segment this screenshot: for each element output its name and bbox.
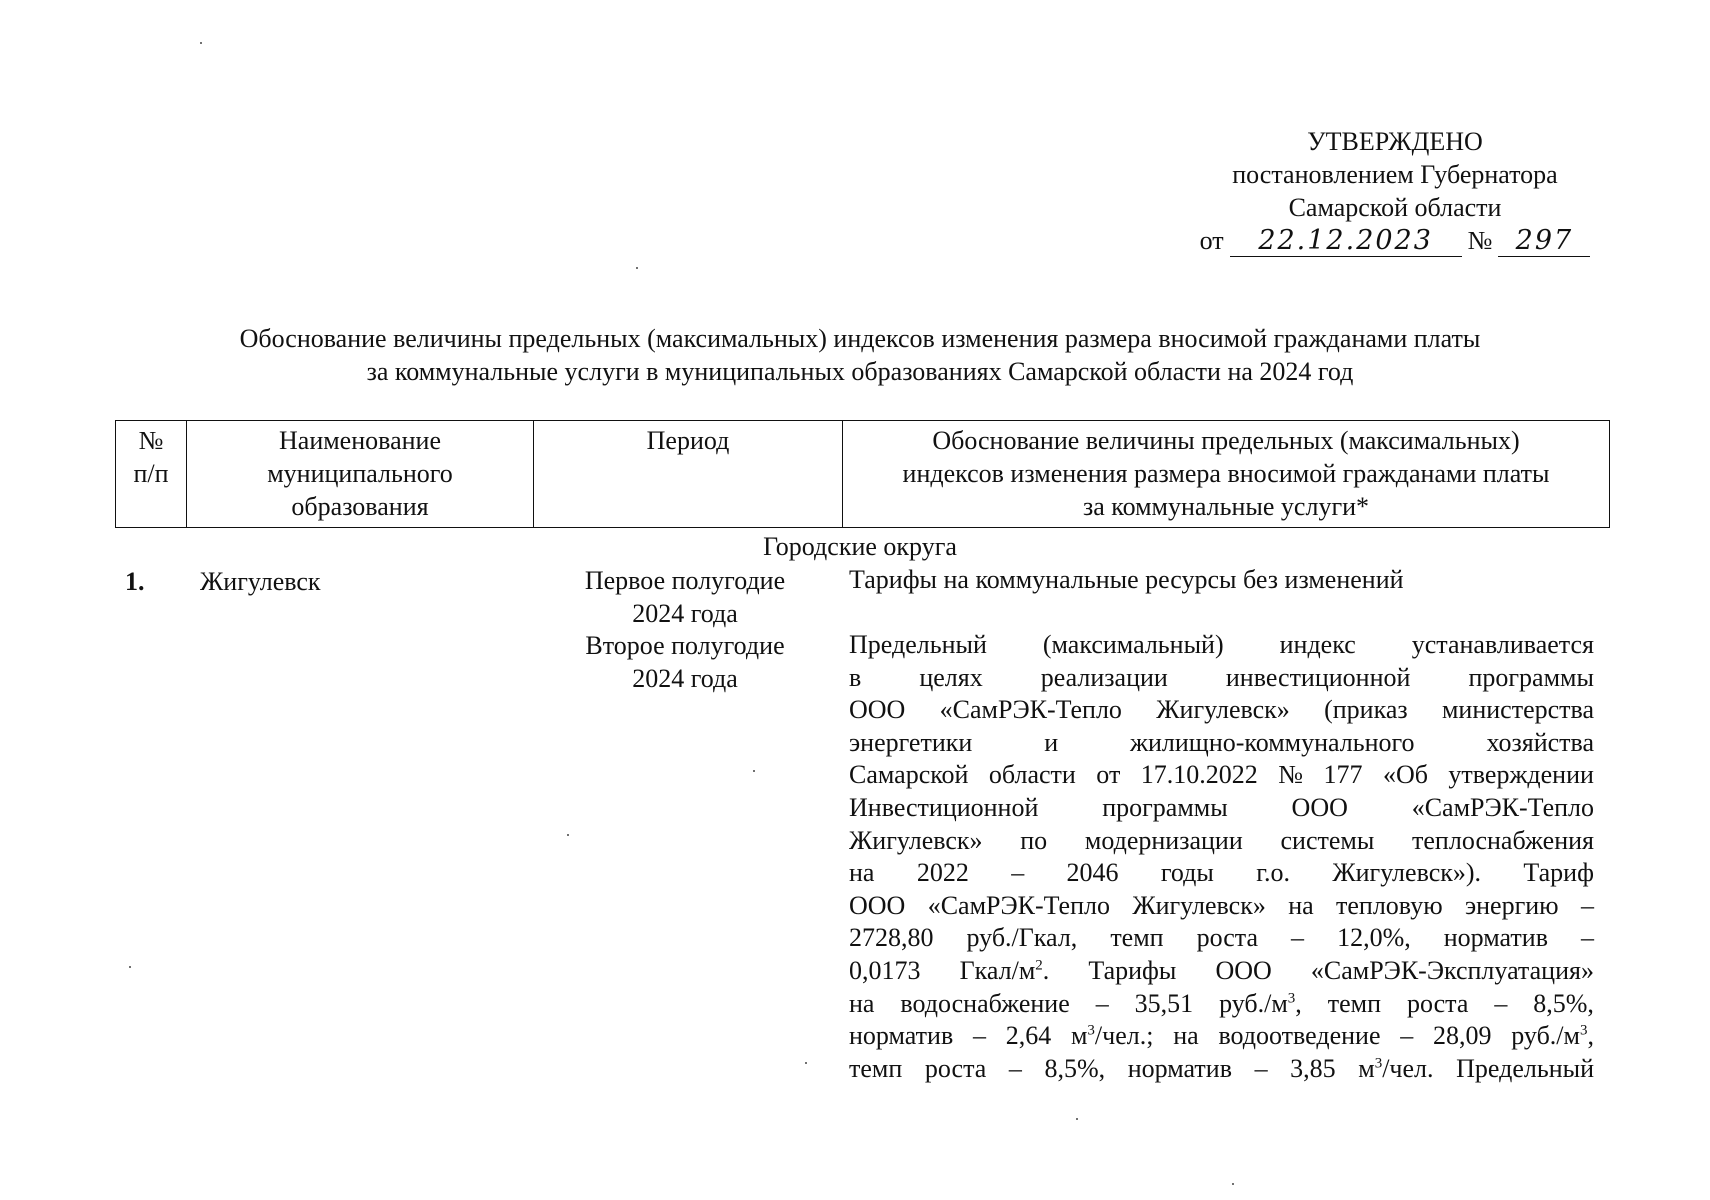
- from-label: от: [1199, 226, 1224, 255]
- basis-word: тепловую: [1336, 890, 1443, 920]
- punct: ,: [1587, 1021, 1594, 1051]
- header-col-period-line: Период: [646, 426, 730, 455]
- basis-word: [1358, 1053, 1433, 1086]
- basis-word: [1071, 1020, 1154, 1053]
- header-col-number-line: п/п: [133, 459, 169, 488]
- basis-word: [1219, 988, 1302, 1021]
- basis-word: теплоснабжения: [1412, 825, 1594, 855]
- title-line-1: Обоснование величины предельных (максимальных) индексов изменения размера вносимой гражданами платы: [239, 324, 1481, 353]
- scan-speck: [567, 834, 569, 836]
- unit-text: Гкал/м: [959, 955, 1036, 985]
- basis-second-half: [849, 629, 1594, 1085]
- basis-word: темп: [849, 1053, 903, 1083]
- basis-word: –: [1494, 988, 1508, 1018]
- scan-speck: [1076, 1118, 1078, 1120]
- basis-word: (приказ: [1324, 695, 1408, 725]
- title-line-2: за коммунальные услуги в муниципальных образованиях Самарской области на 2024 год: [366, 357, 1354, 386]
- basis-word: 12,0%,: [1337, 923, 1411, 953]
- basis-word: хозяйства: [1486, 727, 1594, 757]
- basis-first-half: Тарифы на коммунальные ресурсы без изменений: [849, 565, 1404, 594]
- basis-word: Тарифы: [1088, 955, 1177, 985]
- basis-word: на: [1173, 1021, 1199, 1051]
- basis-word: №: [1278, 760, 1304, 790]
- scan-speck: [805, 1062, 807, 1064]
- basis-line: [849, 694, 1594, 727]
- header-col-basis-line: Обоснование величины предельных (максимальных): [932, 426, 1520, 455]
- basis-word: Предельный: [849, 630, 987, 659]
- section-title: Городские округа: [763, 532, 957, 561]
- header-col-basis-line: за коммунальные услуги*: [1082, 492, 1370, 521]
- basis-word: Жигулевск»: [1156, 695, 1290, 725]
- basis-word: модернизации: [1084, 825, 1243, 855]
- period-second-half-line: Второе полугодие: [585, 631, 785, 660]
- period-first-half-line: 2024 года: [632, 599, 738, 628]
- basis-word: 2046: [1066, 858, 1119, 888]
- basis-line: [849, 759, 1594, 792]
- document-title: [120, 322, 1600, 388]
- basis-line: [849, 955, 1594, 988]
- basis-word: 3,85: [1290, 1053, 1336, 1083]
- header-col-municipality-line: образования: [291, 492, 429, 521]
- basis-word: программы: [1468, 662, 1594, 692]
- basis-word: «Об: [1382, 760, 1428, 790]
- basis-word: Тариф: [1523, 858, 1594, 888]
- basis-word: –: [1095, 988, 1109, 1018]
- basis-word: целях: [919, 662, 983, 692]
- basis-word: –: [1291, 923, 1305, 953]
- basis-word: от: [1096, 760, 1121, 790]
- period-first-half-line: Первое полугодие: [584, 566, 786, 595]
- basis-word: 177: [1323, 760, 1363, 790]
- basis-word: утверждении: [1448, 760, 1594, 790]
- punct: ,: [1295, 988, 1302, 1018]
- basis-word: норматив: [849, 1021, 954, 1051]
- basis-word: «СамРЭК-Тепло: [939, 695, 1122, 725]
- basis-line: [849, 890, 1594, 923]
- basis-word: норматив: [1443, 923, 1548, 953]
- basis-word: 8,5%,: [1044, 1053, 1106, 1083]
- basis-word: Предельный: [1456, 1053, 1594, 1083]
- basis-word: [960, 955, 1050, 988]
- basis-word: Самарской: [849, 760, 969, 790]
- handwritten-number: 297: [1498, 226, 1590, 257]
- basis-word: ООО: [849, 695, 906, 725]
- header-col-basis: [843, 421, 1610, 528]
- basis-word: на: [1288, 890, 1314, 920]
- header-col-municipality-line: муниципального: [267, 459, 453, 488]
- basis-word: Жигулевск»: [1132, 890, 1266, 920]
- period-first-half: [560, 564, 810, 630]
- basis-line: [849, 629, 1594, 662]
- basis-word: ООО: [1215, 955, 1272, 985]
- basis-word: (максимальный): [1042, 630, 1224, 659]
- basis-word: 2,64: [1005, 1021, 1052, 1051]
- period-second-half: [560, 629, 810, 695]
- basis-word: программы: [1102, 792, 1228, 822]
- header-col-municipality-line: Наименование: [279, 426, 441, 455]
- basis-word: системы: [1280, 825, 1375, 855]
- basis-word: ООО: [1291, 792, 1348, 822]
- basis-word: ООО: [849, 890, 906, 920]
- basis-line: [849, 922, 1594, 955]
- basis-word: 17.10.2022: [1140, 760, 1258, 790]
- header-col-municipality: [187, 421, 534, 528]
- basis-word: «СамРЭК-Тепло: [1411, 792, 1594, 822]
- superscript: 3: [1579, 1022, 1588, 1039]
- approval-date-number-line: [1180, 224, 1610, 257]
- unit-text: м: [1070, 1021, 1088, 1051]
- basis-line: [849, 825, 1594, 858]
- basis-word: темп: [1327, 988, 1382, 1018]
- basis-line: [849, 727, 1594, 760]
- table-header-row: [116, 421, 1610, 528]
- superscript: 3: [1087, 1022, 1095, 1039]
- approval-heading: УТВЕРЖДЕНО: [1307, 127, 1483, 156]
- scan-speck: [200, 42, 202, 44]
- unit-text: руб./м: [1511, 1021, 1580, 1051]
- unit-text: м: [1358, 1053, 1375, 1083]
- approval-decree: постановлением Губернатора: [1232, 160, 1558, 189]
- basis-word: водоснабжение: [900, 988, 1070, 1018]
- basis-word: министерства: [1441, 695, 1594, 725]
- basis-word: –: [1254, 1053, 1268, 1083]
- approval-region: Самарской области: [1288, 193, 1502, 222]
- basis-line: [849, 857, 1594, 890]
- basis-word: 2728,80: [849, 923, 934, 953]
- basis-word: 28,09: [1433, 1021, 1492, 1051]
- basis-word: [1511, 1020, 1594, 1053]
- header-col-number-line: №: [138, 426, 164, 455]
- superscript: 3: [1287, 989, 1296, 1006]
- basis-word: реализации: [1040, 662, 1168, 692]
- unit-text: руб./м: [1219, 988, 1288, 1018]
- basis-word: роста: [1406, 988, 1469, 1018]
- basis-line: [849, 792, 1594, 825]
- basis-word: Жигулевск»: [849, 825, 983, 855]
- period-second-half-line: 2024 года: [632, 664, 738, 693]
- basis-word: жилищно-коммунального: [1130, 727, 1415, 757]
- superscript: 3: [1374, 1055, 1383, 1072]
- basis-word: Жигулевск»).: [1332, 858, 1482, 888]
- basis-word: –: [1580, 923, 1594, 953]
- basis-word: темп: [1110, 923, 1164, 953]
- basis-word: –: [972, 1021, 986, 1051]
- basis-word: в: [849, 662, 862, 692]
- basis-word: индекс: [1279, 630, 1356, 659]
- basis-word: на: [849, 858, 875, 888]
- basis-word: норматив: [1127, 1053, 1232, 1083]
- basis-word: энергетики: [849, 727, 973, 757]
- basis-word: устанавливается: [1411, 630, 1594, 659]
- basis-word: и: [1044, 727, 1059, 757]
- basis-word: годы: [1160, 858, 1214, 888]
- basis-word: 8,5%,: [1533, 988, 1594, 1018]
- basis-line: [849, 1020, 1594, 1053]
- scan-speck: [1232, 1183, 1234, 1185]
- basis-word: «СамРЭК-Тепло: [927, 890, 1110, 920]
- approval-block: [1180, 125, 1610, 257]
- basis-word: области: [988, 760, 1076, 790]
- punct: .: [1042, 955, 1050, 985]
- row-number: 1.: [125, 567, 145, 596]
- basis-word: инвестиционной: [1225, 662, 1411, 692]
- basis-word: –: [1400, 1021, 1414, 1051]
- header-col-number: [116, 421, 187, 528]
- basis-word: Инвестиционной: [849, 792, 1039, 822]
- number-label: №: [1467, 226, 1493, 255]
- basis-word: –: [1008, 1053, 1022, 1083]
- basis-word: –: [1011, 858, 1025, 888]
- basis-word: 0,0173: [849, 955, 921, 985]
- handwritten-date: 22.12.2023: [1230, 226, 1462, 257]
- municipality-name: Жигулевск: [200, 567, 321, 596]
- header-col-period: [534, 421, 843, 528]
- header-col-basis-line: индексов изменения размера вносимой гражданами платы: [902, 459, 1550, 488]
- basis-word: энергию: [1464, 890, 1559, 920]
- superscript: 2: [1035, 957, 1043, 974]
- unit-text: /чел.;: [1094, 1021, 1154, 1051]
- scan-speck: [636, 267, 638, 269]
- basis-word: роста: [924, 1053, 987, 1083]
- scan-speck: [129, 966, 131, 968]
- basis-word: руб./Гкал,: [966, 923, 1078, 953]
- basis-word: «СамРЭК-Эксплуатация»: [1310, 955, 1594, 985]
- basis-word: –: [1580, 890, 1594, 920]
- basis-word: г.о.: [1256, 858, 1290, 888]
- basis-word: водоотведение: [1218, 1021, 1381, 1051]
- scan-speck: [753, 770, 755, 772]
- basis-line: [849, 988, 1594, 1021]
- table-header: [115, 420, 1610, 528]
- basis-word: на: [849, 988, 875, 1018]
- basis-word: по: [1020, 825, 1048, 855]
- unit-text: /чел.: [1382, 1053, 1434, 1083]
- basis-word: роста: [1196, 923, 1259, 953]
- basis-word: 2022: [916, 858, 969, 888]
- basis-line: [849, 1053, 1594, 1086]
- basis-line: [849, 662, 1594, 695]
- basis-word: 35,51: [1134, 988, 1194, 1018]
